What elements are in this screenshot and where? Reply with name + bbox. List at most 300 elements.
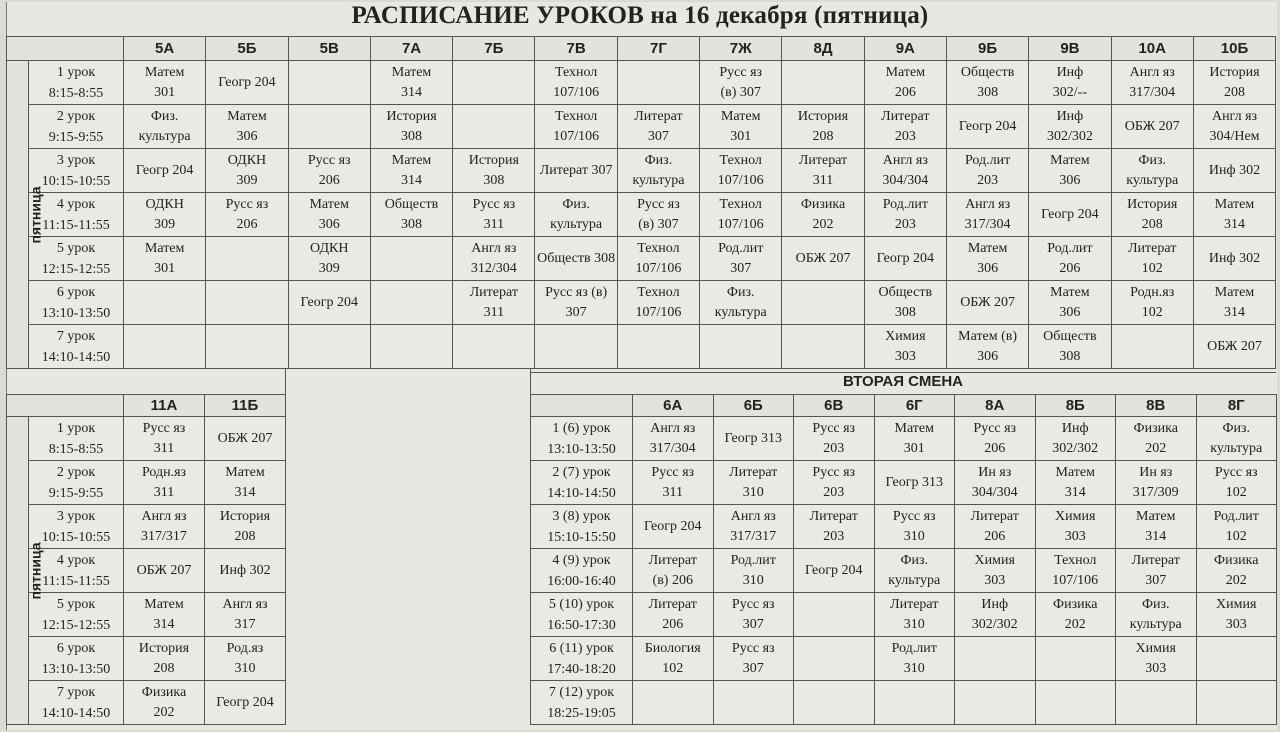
- subject-cell: [1196, 461, 1277, 505]
- subject-name: Физ.: [1138, 152, 1166, 168]
- corner-cell: [531, 395, 633, 417]
- room-number: 317/304: [649, 440, 696, 456]
- subject-name: Физика: [141, 684, 187, 700]
- subject-name: Технол: [637, 284, 680, 300]
- subject-cell: [205, 681, 286, 725]
- subject-name: Матем: [1050, 152, 1090, 168]
- lesson-time: 14:10-14:50: [41, 349, 111, 365]
- room-number: 203: [823, 484, 845, 500]
- room-number: 206: [894, 84, 916, 100]
- subject-name: Биология: [644, 640, 701, 656]
- class-header: 7А: [370, 37, 452, 61]
- subject-name: Матем: [894, 420, 934, 436]
- subject-name: Род.лит: [964, 152, 1011, 168]
- subject-name: ОБЖ 207: [1207, 338, 1262, 354]
- subject-cell: [874, 461, 955, 505]
- first-shift-table: [6, 36, 1276, 369]
- lesson-time-cell: [531, 681, 633, 725]
- lesson-time: 17:40-18:20: [547, 661, 616, 677]
- lesson-time-cell: [29, 61, 124, 105]
- subject-name: Англ яз: [650, 420, 696, 436]
- subject-name: Литерат: [634, 108, 683, 124]
- subject-name: Русс яз (в): [545, 284, 608, 300]
- room-number: 203: [894, 216, 916, 232]
- subject-cell: [700, 325, 782, 369]
- subject-name: Технол: [554, 108, 598, 124]
- subject-cell: [288, 149, 370, 193]
- subject-name: Русс яз: [1214, 464, 1258, 480]
- subject-cell: [205, 505, 286, 549]
- subject-cell: [288, 193, 370, 237]
- subject-cell: [1111, 325, 1193, 369]
- room-number: 306: [977, 260, 999, 276]
- room-number: 310: [903, 528, 925, 544]
- lesson-time-cell: [29, 637, 124, 681]
- subject-cell: [1116, 505, 1197, 549]
- room-number: 102: [1225, 484, 1247, 500]
- subject-cell: [864, 281, 946, 325]
- subject-cell: [206, 149, 288, 193]
- subject-name: Ин яз: [978, 464, 1012, 480]
- lesson-time: 12:15-12:55: [41, 261, 111, 277]
- subject-cell: [946, 325, 1028, 369]
- room-number: 107/106: [635, 260, 682, 276]
- subject-cell: [124, 505, 205, 549]
- subject-cell: [288, 325, 370, 369]
- subject-name: Англ яз: [1129, 64, 1175, 80]
- subject-name: Технол: [1054, 552, 1097, 568]
- subject-cell: [946, 105, 1028, 149]
- room-number: культура: [138, 128, 191, 144]
- subject-name: Физика: [1133, 420, 1178, 436]
- subject-cell: [1193, 281, 1275, 325]
- subject-cell: [633, 593, 714, 637]
- subject-name: Родн.яз: [141, 464, 187, 480]
- room-number: 303: [984, 572, 1006, 588]
- room-number: 208: [153, 660, 175, 676]
- room-number: 202: [812, 216, 834, 232]
- room-number: 301: [154, 260, 176, 276]
- subject-cell: [617, 149, 699, 193]
- lesson-time: 18:25-19:05: [547, 705, 616, 721]
- subject-cell: [124, 325, 206, 369]
- subject-cell: [205, 593, 286, 637]
- class-header: 8Г: [1196, 395, 1277, 417]
- subject-name: Матем: [967, 240, 1008, 256]
- subject-name: Геогр 204: [300, 294, 358, 310]
- subject-name: Обществ: [960, 64, 1015, 80]
- subject-name: ОДКН: [310, 240, 349, 256]
- subject-name: Русс яз: [892, 508, 936, 524]
- subject-name: Матем: [144, 64, 185, 80]
- room-number: 310: [742, 572, 764, 588]
- subject-cell: [713, 461, 794, 505]
- subject-name: Русс яз: [637, 196, 680, 212]
- subject-name: ОДКН: [227, 152, 267, 168]
- room-number: 308: [483, 172, 505, 188]
- subject-name: Род.лит: [1213, 508, 1259, 524]
- subject-cell: [1196, 637, 1277, 681]
- subject-cell: [370, 237, 452, 281]
- subject-cell: [1035, 549, 1116, 593]
- subject-cell: [453, 105, 535, 149]
- subject-cell: [453, 61, 535, 105]
- room-number: (в) 206: [652, 572, 693, 588]
- header-row: [7, 395, 286, 417]
- room-number: 314: [1224, 216, 1245, 232]
- subject-name: История: [138, 640, 190, 656]
- room-number: 314: [1064, 484, 1086, 500]
- lesson-time: 13:10-13:50: [547, 441, 616, 457]
- subject-cell: [1116, 637, 1197, 681]
- subject-cell: [124, 105, 206, 149]
- room-number: 102: [1225, 528, 1247, 544]
- subject-cell: [1029, 61, 1111, 105]
- subject-cell: [370, 325, 452, 369]
- subject-name: Матем: [225, 464, 265, 480]
- room-number: 306: [236, 128, 258, 144]
- subject-name: Физ.: [150, 108, 179, 124]
- subject-cell: [370, 193, 452, 237]
- subject-name: Инф 302: [219, 562, 271, 578]
- subject-name: Технол: [637, 240, 680, 256]
- subject-name: Физ.: [562, 196, 590, 212]
- lesson-number: 5 урок: [56, 596, 96, 612]
- subject-name: Англ яз: [965, 196, 1011, 212]
- subject-name: Литерат: [970, 508, 1019, 524]
- room-number: 317/304: [964, 216, 1011, 232]
- room-number: 206: [236, 216, 258, 232]
- room-number: культура: [1126, 172, 1179, 188]
- subject-name: Литерат: [798, 152, 848, 168]
- subject-cell: [713, 637, 794, 681]
- subject-cell: [633, 461, 714, 505]
- subject-cell: [535, 61, 617, 105]
- class-header: 8Д: [782, 37, 864, 61]
- subject-cell: [535, 325, 617, 369]
- subject-name: Матем: [1055, 464, 1095, 480]
- subject-name: Род.лит: [730, 552, 776, 568]
- subject-name: Литерат: [469, 284, 518, 300]
- subject-name: История: [1209, 64, 1260, 80]
- subject-cell: [1193, 149, 1275, 193]
- subject-name: Инф: [1061, 420, 1089, 436]
- class-header: 6А: [633, 395, 714, 417]
- room-number: 307: [565, 304, 587, 320]
- lesson-time-cell: [29, 461, 124, 505]
- lesson-time: 10:15-10:55: [41, 173, 111, 189]
- subject-name: Русс яз: [472, 196, 516, 212]
- room-number: 306: [977, 348, 999, 364]
- subject-cell: [1035, 593, 1116, 637]
- room-number: 302/--: [1052, 84, 1088, 100]
- lesson-number: 7 (12) урок: [548, 684, 615, 700]
- subject-cell: [713, 417, 794, 461]
- subject-cell: [1193, 325, 1275, 369]
- lesson-time-cell: [29, 681, 124, 725]
- class-header: 10А: [1111, 37, 1193, 61]
- subject-cell: [955, 461, 1036, 505]
- room-number: 206: [984, 528, 1006, 544]
- subject-name: Химия: [1135, 640, 1176, 656]
- subject-cell: [874, 505, 955, 549]
- subject-cell: [370, 281, 452, 325]
- lesson-time: 15:10-15:50: [547, 529, 616, 545]
- table-row: [7, 149, 1276, 193]
- subject-name: Англ яз: [222, 596, 268, 612]
- room-number: (в) 307: [638, 216, 679, 232]
- table-row: [7, 237, 1276, 281]
- lesson-time: 12:15-12:55: [41, 617, 111, 633]
- table-row: [7, 505, 286, 549]
- room-number: 203: [823, 440, 845, 456]
- subject-name: Литерат: [809, 508, 858, 524]
- room-number: 312/304: [470, 260, 517, 276]
- subject-cell: [864, 193, 946, 237]
- room-number: 301: [730, 128, 752, 144]
- lesson-time: 13:10-13:50: [41, 661, 111, 677]
- subject-name: Литерат: [881, 108, 930, 124]
- room-number: 317/304: [1129, 84, 1176, 100]
- class-header: 9А: [864, 37, 946, 61]
- room-number: 307: [742, 660, 764, 676]
- subject-cell: [782, 325, 864, 369]
- subject-cell: [700, 149, 782, 193]
- room-number: 314: [234, 484, 256, 500]
- subject-name: Физ.: [1141, 596, 1170, 612]
- subject-name: Физ.: [644, 152, 673, 168]
- room-number: 306: [318, 216, 340, 232]
- subject-cell: [955, 417, 1036, 461]
- subject-name: Геогр 204: [135, 162, 194, 178]
- subject-name: Физ.: [1222, 420, 1251, 436]
- subject-cell: [1029, 325, 1111, 369]
- subject-name: Литерат 307: [539, 162, 613, 178]
- room-number: 302/302: [1046, 128, 1093, 144]
- subject-cell: [205, 637, 286, 681]
- subject-cell: [713, 593, 794, 637]
- subject-cell: [1035, 681, 1116, 725]
- room-number: 203: [894, 128, 916, 144]
- subject-cell: [946, 237, 1028, 281]
- subject-cell: [617, 325, 699, 369]
- room-number: 107/106: [635, 304, 682, 320]
- room-number: 107/106: [717, 172, 764, 188]
- subject-cell: [1193, 61, 1275, 105]
- subject-name: Литерат: [1131, 552, 1180, 568]
- class-header: 10Б: [1193, 37, 1275, 61]
- subject-name: Обществ: [878, 284, 933, 300]
- subject-name: Литерат: [1128, 240, 1177, 256]
- subject-cell: [617, 193, 699, 237]
- room-number: 107/106: [553, 128, 600, 144]
- subject-name: Матем: [309, 196, 349, 212]
- subject-cell: [946, 281, 1028, 325]
- subject-name: Литерат: [890, 596, 939, 612]
- subject-cell: [1111, 193, 1193, 237]
- subject-name: ОБЖ 207: [1124, 118, 1180, 134]
- subject-cell: [700, 281, 782, 325]
- subject-name: Химия: [974, 552, 1015, 568]
- subject-cell: [124, 193, 206, 237]
- subject-cell: [1193, 193, 1275, 237]
- subject-cell: [124, 593, 205, 637]
- subject-name: Матем: [1214, 196, 1255, 212]
- second-shift-label: ВТОРАЯ СМЕНА: [530, 372, 1276, 396]
- table-row: [531, 505, 1277, 549]
- subject-name: Матем: [144, 240, 185, 256]
- subject-cell: [370, 149, 452, 193]
- subject-cell: [1029, 193, 1111, 237]
- subject-name: Технол: [554, 64, 598, 80]
- subject-name: Матем: [1214, 284, 1255, 300]
- lesson-time-cell: [531, 417, 633, 461]
- room-number: 308: [401, 216, 423, 232]
- subject-name: Геогр 204: [216, 694, 274, 710]
- subject-name: Физ.: [726, 284, 755, 300]
- subject-name: Геогр 204: [958, 118, 1017, 134]
- table-row: [7, 637, 286, 681]
- subject-cell: [205, 417, 286, 461]
- room-number: 208: [812, 128, 834, 144]
- subject-cell: [864, 325, 946, 369]
- lesson-time: 9:15-9:55: [48, 485, 104, 501]
- room-number: 314: [153, 616, 175, 632]
- subject-cell: [370, 61, 452, 105]
- room-number: культура: [888, 572, 941, 588]
- subject-cell: [1193, 105, 1275, 149]
- room-number: 102: [662, 660, 684, 676]
- subject-name: Англ яз: [471, 240, 517, 256]
- subject-cell: [700, 105, 782, 149]
- room-number: 102: [1141, 304, 1163, 320]
- subject-name: Геогр 313: [885, 474, 943, 490]
- subject-cell: [633, 505, 714, 549]
- room-number: 302/302: [1052, 440, 1099, 456]
- subject-name: Род.яз: [226, 640, 264, 656]
- room-number: 107/106: [1052, 572, 1099, 588]
- lesson-time: 11:15-11:55: [42, 573, 110, 589]
- subject-cell: [1029, 149, 1111, 193]
- subject-cell: [794, 593, 875, 637]
- room-number: 306: [1059, 172, 1081, 188]
- class-header: 11А: [124, 395, 205, 417]
- lesson-time: 10:15-10:55: [41, 529, 111, 545]
- subject-cell: [535, 237, 617, 281]
- lesson-time: 13:10-13:50: [41, 305, 111, 321]
- room-number: 310: [742, 484, 764, 500]
- second-shift-table: [530, 394, 1277, 725]
- subject-cell: [955, 681, 1036, 725]
- subject-cell: [205, 461, 286, 505]
- lesson-number: 3 урок: [56, 508, 96, 524]
- subject-name: Геогр 204: [876, 250, 935, 266]
- subject-name: Род.лит: [891, 640, 937, 656]
- table-row: [7, 325, 1276, 369]
- subject-name: Матем: [720, 108, 761, 124]
- class-header: 11Б: [205, 395, 286, 417]
- room-number: 311: [812, 172, 834, 188]
- subject-name: Геогр 313: [724, 430, 782, 446]
- table-row: [7, 549, 286, 593]
- subject-cell: [1116, 417, 1197, 461]
- subject-cell: [124, 637, 205, 681]
- subject-name: Род.лит: [882, 196, 928, 212]
- lesson-time-cell: [531, 593, 633, 637]
- subject-name: Инф: [1056, 64, 1084, 80]
- subject-cell: [946, 149, 1028, 193]
- table-row: [531, 417, 1277, 461]
- subject-name: Матем: [1050, 284, 1090, 300]
- subject-name: История: [797, 108, 849, 124]
- lesson-number: 1 урок: [56, 64, 96, 80]
- room-number: 206: [984, 440, 1006, 456]
- subject-cell: [782, 105, 864, 149]
- subject-name: Англ яз: [141, 508, 187, 524]
- subject-cell: [1193, 237, 1275, 281]
- subject-cell: [1029, 281, 1111, 325]
- subject-cell: [453, 325, 535, 369]
- subject-cell: [782, 61, 864, 105]
- subject-cell: [288, 281, 370, 325]
- subject-cell: [1116, 549, 1197, 593]
- subject-cell: [124, 549, 205, 593]
- lesson-number: 1 урок: [56, 420, 96, 436]
- room-number: 314: [1145, 528, 1167, 544]
- room-number: 308: [894, 304, 916, 320]
- subject-cell: [874, 637, 955, 681]
- room-number: 206: [318, 172, 340, 188]
- class-header: 8А: [955, 395, 1036, 417]
- subject-name: Геогр 204: [805, 562, 863, 578]
- room-number: 311: [153, 484, 175, 500]
- room-number: 304/Нем: [1209, 128, 1260, 144]
- room-number: 308: [977, 84, 999, 100]
- subject-cell: [955, 549, 1036, 593]
- table-row: [531, 681, 1277, 725]
- subject-name: Русс яз: [812, 464, 856, 480]
- subject-name: Обществ: [1043, 328, 1097, 344]
- lesson-time-cell: [29, 105, 124, 149]
- subject-cell: [794, 681, 875, 725]
- lesson-time-cell: [531, 637, 633, 681]
- room-number: (в) 307: [720, 84, 761, 100]
- room-number: 107/106: [717, 216, 764, 232]
- subject-cell: [124, 61, 206, 105]
- subject-name: Ин яз: [1139, 464, 1173, 480]
- subject-name: Геогр 204: [218, 74, 276, 90]
- subject-cell: [633, 417, 714, 461]
- subject-cell: [453, 237, 535, 281]
- subject-cell: [1111, 149, 1193, 193]
- subject-name: Русс яз: [719, 64, 763, 80]
- subject-cell: [1035, 417, 1116, 461]
- subject-cell: [617, 61, 699, 105]
- subject-name: Род.лит: [718, 240, 764, 256]
- subject-cell: [288, 237, 370, 281]
- subject-name: Англ яз: [882, 152, 928, 168]
- subject-cell: [1196, 505, 1277, 549]
- room-number: культура: [550, 216, 603, 232]
- subject-name: История: [468, 152, 519, 168]
- class-header: 8Б: [1035, 395, 1116, 417]
- room-number: 202: [153, 704, 175, 720]
- room-number: 307: [730, 260, 752, 276]
- class-header: 5А: [124, 37, 206, 61]
- subject-cell: [453, 281, 535, 325]
- subject-cell: [453, 149, 535, 193]
- lesson-time: 8:15-8:55: [48, 441, 104, 457]
